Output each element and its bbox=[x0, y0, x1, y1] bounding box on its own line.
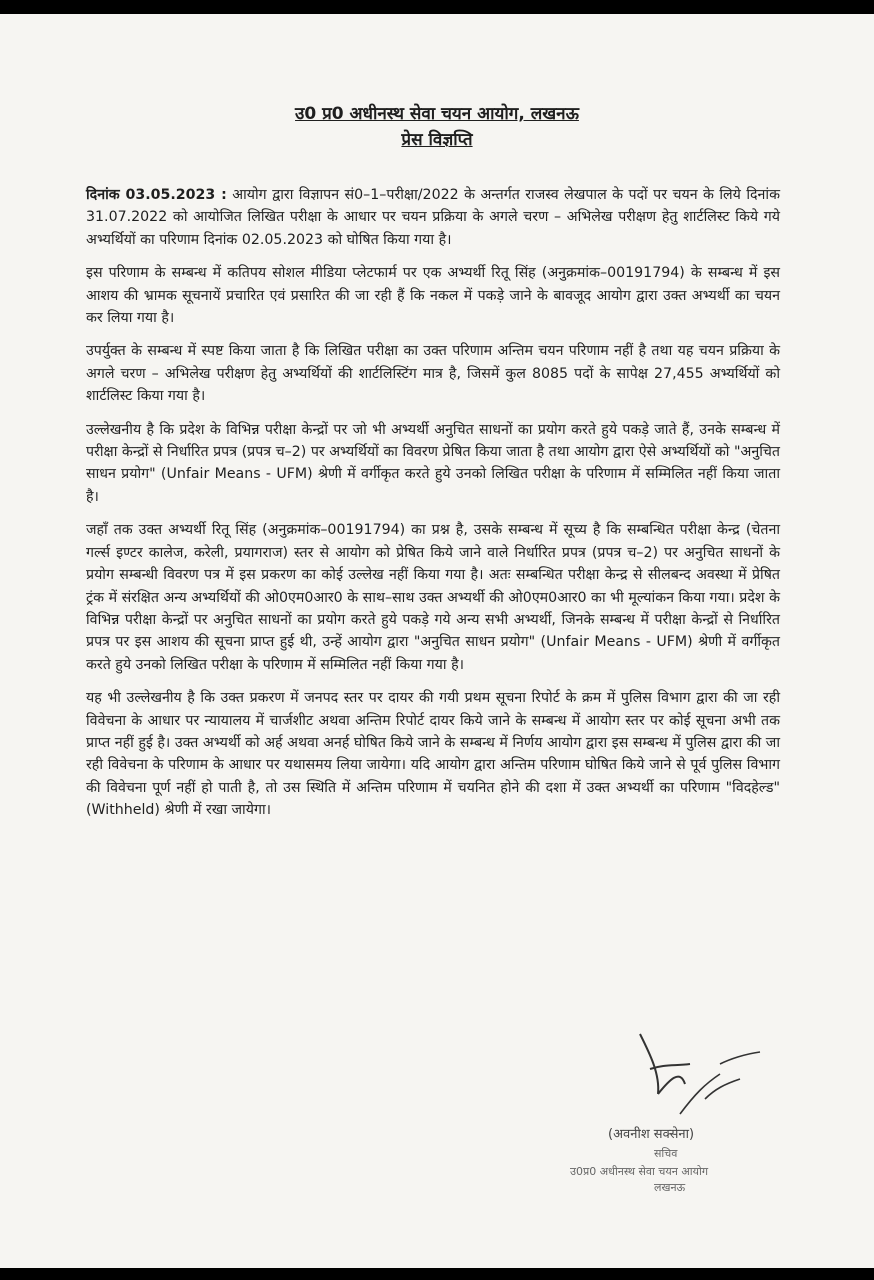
signatory-role: सचिव bbox=[654, 1147, 678, 1160]
handwritten-signature bbox=[610, 1024, 770, 1124]
document-header bbox=[0, 102, 874, 152]
paragraph-1-text: आयोग द्वारा विज्ञापन सं0–1–परीक्षा/2022 के अन्तर्गत राजस्व लेखपाल के पदों पर चयन के लिये दिनांक 31.07.2022 को आयोजित लिखित परीक्षा के आधार पर चयन प्रक्रिया के अगले चरण – अभिलेख परीक्षण हेतु शार्टलिस्ट किये गये अभ्यर्थियों का परिणाम दिनांक 02.05.2023 को घोषित किया गया है। bbox=[86, 187, 780, 248]
document-page bbox=[0, 14, 874, 1268]
signatory-city: लखनऊ bbox=[654, 1181, 686, 1194]
signature-block bbox=[560, 1024, 820, 1204]
bottom-black-bar bbox=[0, 1268, 874, 1280]
paragraph-6: यह भी उल्लेखनीय है कि उक्त प्रकरण में जनपद स्तर पर दायर की गयी प्रथम सूचना रिपोर्ट के क्रम में पुलिस विभाग द्वारा की जा रही विवेचना के आधार पर न्यायालय में चार्जशीट अथवा अन्तिम रिपोर्ट दायर किये जाने के सम्बन्ध में आयोग स्तर पर कोई सूचना अभी तक प्राप्त नहीं हुई है। उक्त अभ्यर्थी को अर्ह अथवा अनर्ह घोषित किये जाने के सम्बन्ध में निर्णय आयोग द्वारा इस सम्बन्ध में पुलिस द्वारा की जा रही विवेचना के परिणाम के आधार पर यथासमय लिया जायेगा। यदि आयोग द्वारा अन्तिम परिणाम घोषित किये जाने से पूर्व पुलिस विभाग की विवेचना पूर्ण नहीं हो पाती है, तो उस स्थिति में अन्तिम परिणाम में चयनित होने की दशा में उक्त अभ्यर्थी का परिणाम "विदहेल्ड" (Withheld) श्रेणी में रखा जायेगा। bbox=[86, 690, 780, 819]
signatory-name: (अवनीश सक्सेना) bbox=[608, 1127, 695, 1142]
office-title: उ0 प्र0 अधीनस्थ सेवा चयन आयोग, लखनऊ bbox=[295, 104, 579, 124]
paragraph-4: उल्लेखनीय है कि प्रदेश के विभिन्न परीक्षा केन्द्रों पर जो भी अभ्यर्थी अनुचित साधनों का प्रयोग करते हुये पकड़े जाते हैं, उनके सम्बन्ध में परीक्षा केन्द्रों से निर्धारित प्रपत्र (प्रपत्र च–2) पर अभ्यर्थियों का विवरण प्रेषित किया जाता है तथा आयोग द्वारा ऐसे अभ्यर्थियों को "अनुचित साधन प्रयोग" (Unfair Means - UFM) श्रेणी में वर्गीकृत करते हुये उनको लिखित परीक्षा के परिणाम में सम्मिलित नहीं किया जाता है। bbox=[86, 421, 780, 505]
date-label: दिनांक 03.05.2023 : bbox=[86, 187, 227, 203]
press-release-title: प्रेस विज्ञप्ति bbox=[401, 130, 473, 150]
paragraph-5: जहाँ तक उक्त अभ्यर्थी रितू सिंह (अनुक्रमांक–00191794) का प्रश्न है, उसके सम्बन्ध में सूच्य है कि सम्बन्धित परीक्षा केन्द्र (चेतना गर्ल्स इण्टर कालेज, करेली, प्रयागराज) स्तर से आयोग को प्रेषित किये जाने वाले निर्धारित प्रपत्र (प्रपत्र च–2) पर अनुचित साधनों के प्रयोग सम्बन्धी विवरण पत्र में इस प्रकरण का कोई उल्लेख नहीं किया गया है। अतः सम्बन्धित परीक्षा केन्द्र से सीलबन्द अवस्था में प्रेषित ट्रंक में संरक्षित अन्य अभ्यर्थियों की ओ0एम0आर0 के साथ–साथ उक्त अभ्यर्थी की ओ0एम0आर0 का भी मूल्यांकन किया गया। प्रदेश के विभिन्न परीक्षा केन्द्रों पर अनुचित साधनों का प्रयोग करते हुये पकड़े गये अन्य सभी अभ्यर्थी, जिनके सम्बन्ध में परीक्षा केन्द्रों से निर्धारित प्रपत्र पर इस आशय की सूचना प्राप्त हुई थी, उन्हें आयोग द्वारा "अनुचित साधन प्रयोग" (Unfair Means - UFM) श्रेणी में वर्गीकृत करते हुये उनको लिखित परीक्षा के परिणाम में सम्मिलित नहीं किया गया है। bbox=[86, 522, 780, 673]
paragraph-2: इस परिणाम के सम्बन्ध में कतिपय सोशल मीडिया प्लेटफार्म पर एक अभ्यर्थी रितू सिंह (अनुक्रमांक–00191794) के सम्बन्ध में इस आशय की भ्रामक सूचनायें प्रचारित एवं प्रसारित की जा रही हैं कि नकल में पकड़े जाने के बावजूद आयोग द्वारा उक्त अभ्यर्थी का चयन कर लिया गया है। bbox=[86, 265, 780, 327]
paragraph-3: उपर्युक्त के सम्बन्ध में स्पष्ट किया जाता है कि लिखित परीक्षा का उक्त परिणाम अन्तिम चयन परिणाम नहीं है तथा यह चयन प्रक्रिया के अगले चरण – अभिलेख परीक्षण हेतु अभ्यर्थियों की शार्टलिस्टिंग मात्र है, जिसमें कुल 8085 पदों के सापेक्ष 27,455 अभ्यर्थियों को शार्टलिस्ट किया गया है। bbox=[86, 343, 780, 405]
top-black-bar bbox=[0, 0, 874, 14]
paragraph-1 bbox=[86, 184, 780, 251]
document-body bbox=[86, 184, 780, 833]
signatory-office: उ0प्र0 अधीनस्थ सेवा चयन आयोग bbox=[570, 1165, 709, 1178]
